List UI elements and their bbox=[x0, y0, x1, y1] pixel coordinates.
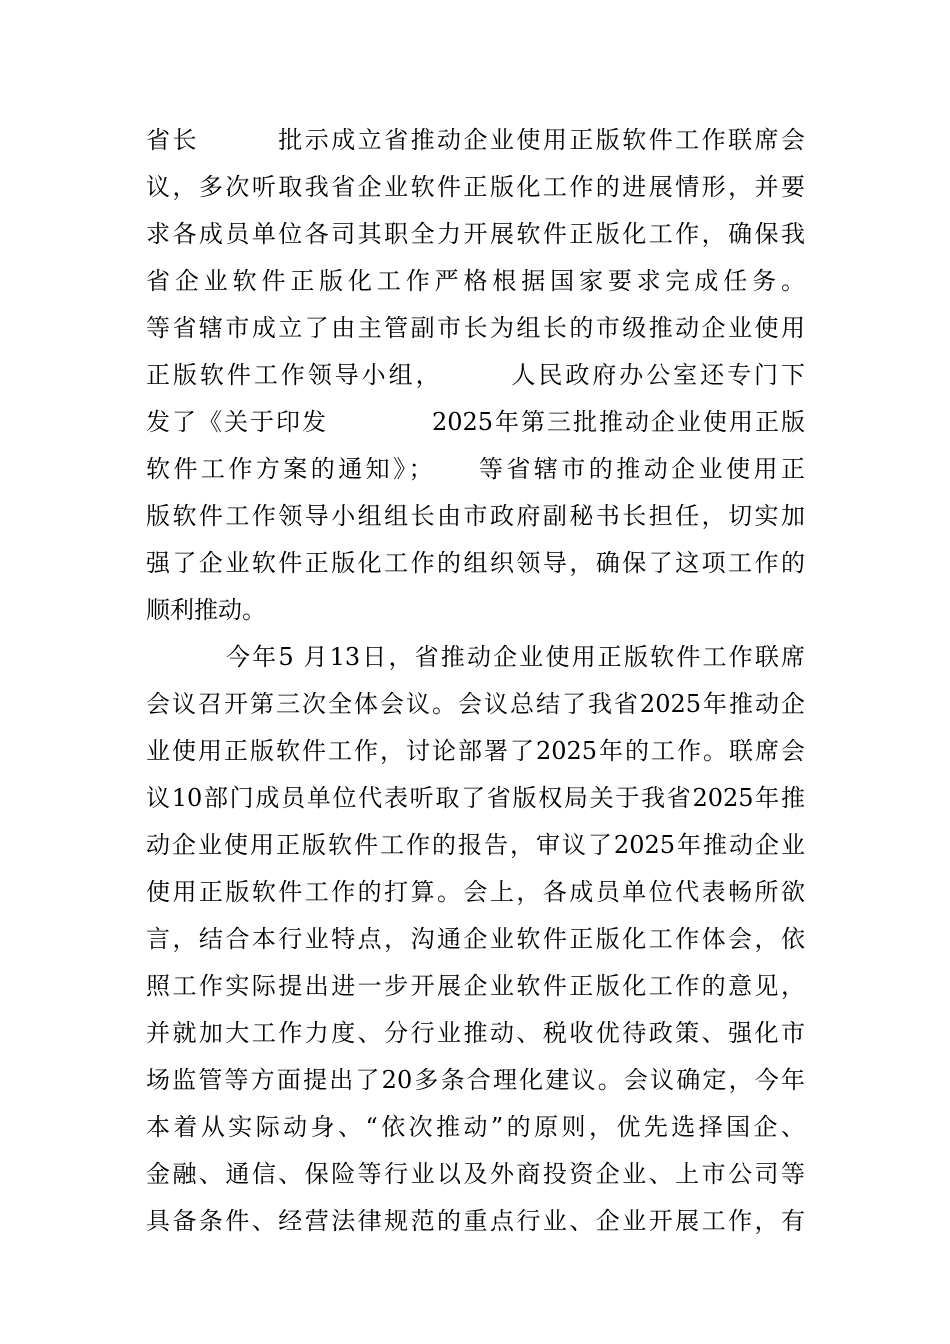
text-line: 软件工作方案的通知》； 等省辖市的推动企业使用正 bbox=[146, 455, 805, 483]
text-line: 议10部门成员单位代表听取了省版权局关于我省2025年推 bbox=[146, 784, 805, 812]
text-line: 会议召开第三次全体会议。会议总结了我省2025年推动企 bbox=[146, 690, 805, 718]
paragraph-first-line: 今年5 月13日，省推动企业使用正版软件工作联席 bbox=[226, 643, 805, 671]
text-line: 具备条件、经营法律规范的重点行业、企业开展工作，有 bbox=[146, 1207, 805, 1235]
text-line: 照工作实际提出进一步开展企业软件正版化工作的意见， bbox=[146, 972, 805, 1000]
text-line: 正版软件工作领导小组， 人民政府办公室还专门下 bbox=[146, 361, 805, 389]
text-line: 等省辖市成立了由主管副市长为组长的市级推动企业使用 bbox=[146, 314, 805, 342]
text-line: 求各成员单位各司其职全力开展软件正版化工作，确保我 bbox=[146, 220, 805, 248]
text-line: 版软件工作领导小组组长由市政府副秘书长担任，切实加 bbox=[146, 502, 805, 530]
text-line: 省企业软件正版化工作严格根据国家要求完成任务。 bbox=[146, 267, 805, 295]
text-line: 言，结合本行业特点，沟通企业软件正版化工作体会，依 bbox=[146, 925, 805, 953]
text-line: 使用正版软件工作的打算。会上，各成员单位代表畅所欲 bbox=[146, 878, 805, 906]
text-line: 顺利推动。 bbox=[146, 596, 266, 624]
text-line: 业使用正版软件工作，讨论部署了2025年的工作。联席会 bbox=[146, 737, 805, 765]
text-line: 本着从实际动身、“依次推动”的原则，优先选择国企、 bbox=[146, 1113, 805, 1141]
text-line: 场监管等方面提出了20多条合理化建议。会议确定，今年 bbox=[146, 1066, 805, 1094]
text-line: 省长 批示成立省推动企业使用正版软件工作联席会 bbox=[146, 126, 805, 154]
text-line: 议，多次听取我省企业软件正版化工作的进展情形，并要 bbox=[146, 173, 805, 201]
text-line: 并就加大工作力度、分行业推动、税收优待政策、强化市 bbox=[146, 1019, 805, 1047]
text-line: 金融、通信、保险等行业以及外商投资企业、上市公司等 bbox=[146, 1160, 805, 1188]
text-line: 动企业使用正版软件工作的报告，审议了2025年推动企业 bbox=[146, 831, 805, 859]
text-line: 发了《关于印发 2025年第三批推动企业使用正版 bbox=[146, 408, 805, 436]
text-line: 强了企业软件正版化工作的组织领导，确保了这项工作的 bbox=[146, 549, 805, 577]
